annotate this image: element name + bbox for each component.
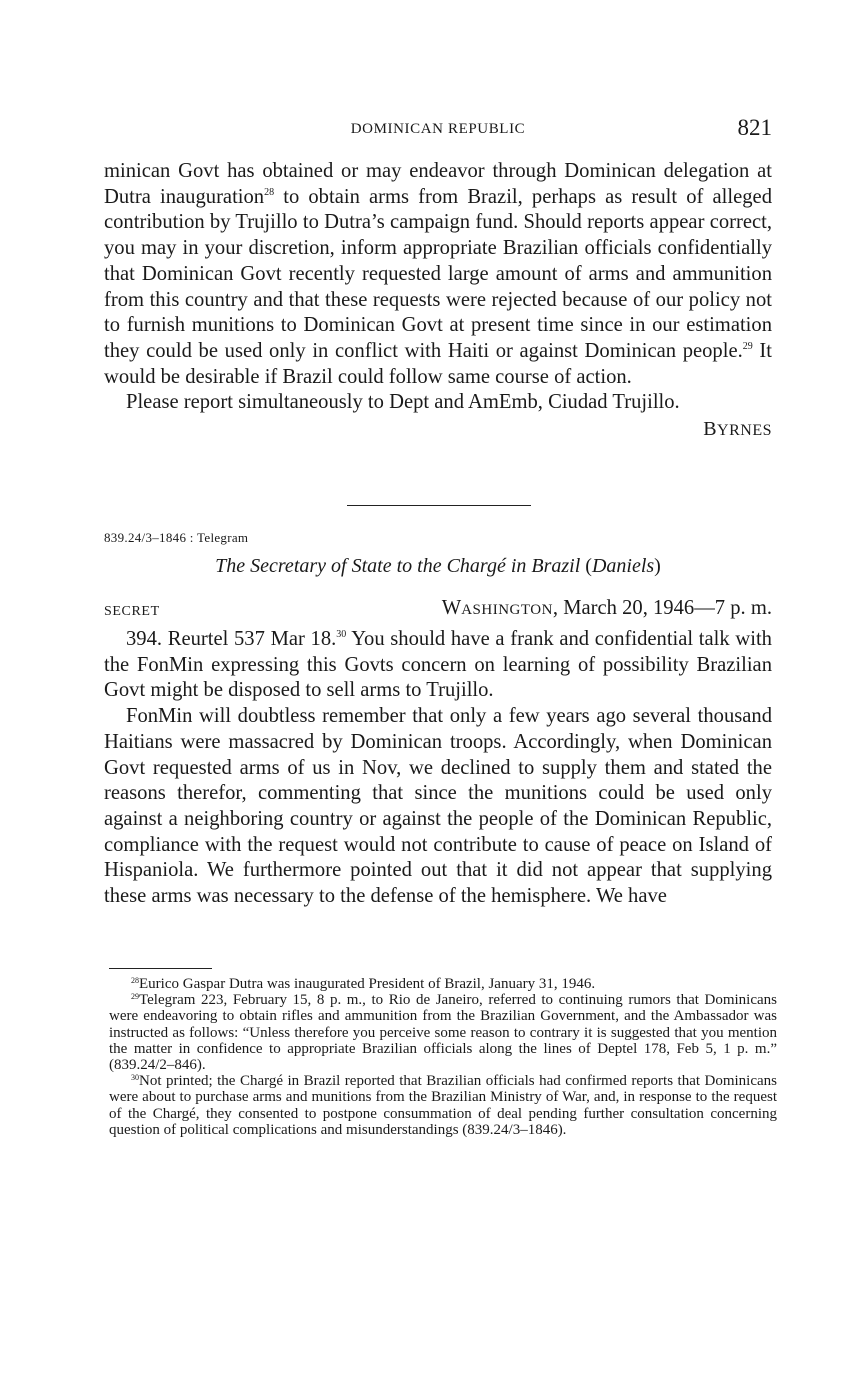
telegram-paragraph-2: FonMin will doubtless remember that only a few years ago several thousand Haitians were massacred by Dominican troops. Accordingly, when Dominican Govt requested arms of us in Nov, we declined to supply them and stated the reasons therefor, commenting that since the munitions could be used only against a neighboring country or against the people of the Dominican Republic, compliance with the request would not contribute to cause of peace on Island of Hispaniola. We furthermore pointed out that it did not appear that supplying these arms was necessary to the defense of the hemisphere. We have: [104, 705, 772, 908]
footnote-ref-28: 28: [264, 186, 275, 198]
footnote-number: 29: [131, 992, 139, 1002]
page-number: 821: [737, 115, 772, 140]
footnote-text: Eurico Gaspar Dutra was inaugurated President of Brazil, January 31, 1946.: [139, 976, 596, 992]
classification-label: SECRET: [104, 604, 160, 619]
continuation-paragraph: [104, 159, 772, 390]
telegram-paragraph-1: [104, 627, 772, 704]
text-run: to obtain arms from Brazil, perhaps as result of alleged contribution by Trujillo to Dutra’s campaign fund. Should reports appear correct, you may in your discretion, inform appropriate Brazilian officials confidentially that Dominican Govt recently requested large amount of arms and ammunition from this country and that these requests were rejected because of our policy not to furnish munitions to Dominican Govt at present time since in our estimation they could be used only in conflict with Haiti or against Dominican people.: [104, 185, 772, 362]
signature-initial: B: [703, 418, 718, 441]
footnote-28: [109, 976, 777, 992]
text-run: 394. Reurtel 537 Mar 18.: [126, 628, 337, 650]
footnote-29: [109, 992, 777, 1073]
footnote-number: 28: [131, 976, 139, 985]
report-instruction-paragraph: Please report simultaneously to Dept and AmEmb, Ciudad Trujillo.: [126, 391, 680, 414]
place-rest: ASHINGTON: [461, 602, 553, 618]
footnote-divider: [109, 968, 212, 969]
footnote-ref-29: 29: [742, 340, 753, 352]
signature-rest: YRNES: [717, 422, 772, 440]
date: , March 20, 1946—7 p. m.: [552, 597, 772, 619]
section-divider: [347, 505, 531, 506]
footnotes: [109, 976, 777, 1138]
title-paren-close: ): [654, 555, 661, 577]
document-title: [104, 555, 772, 578]
place-initial: W: [441, 597, 462, 619]
dateline: [104, 597, 772, 623]
signature: [104, 416, 772, 444]
file-reference: 839.24/3–1846 : Telegram: [104, 530, 249, 545]
footnote-ref-30: 30: [336, 629, 347, 640]
title-text: The Secretary of State to the Chargé in Brazil: [215, 555, 581, 577]
running-head: [104, 115, 772, 145]
text-run: It would be desirable if Brazil could follow same course of action.: [104, 339, 772, 388]
text-run: minican Govt has obtained or may endeavor through Dominican delegation at Dutra inauguration: [104, 160, 772, 208]
footnote-text: Not printed; the Chargé in Brazil reported that Brazilian officials had confirmed reports that Dominicans were about to purchase arms and munitions from the Brazilian Ministry of War, and, in response to the request of the Chargé, they consented to postpone consummation of deal pending further consultation concerning question of political complications and misunderstandings (839.24/3–1846).: [109, 1073, 777, 1138]
footnote-number: 30: [131, 1073, 139, 1083]
footnote-text: Telegram 223, February 15, 8 p. m., to Rio de Janeiro, referred to continuing rumors that Dominicans were endeavoring to obtain rifles and ammunition from the Brazilian Government, and the Ambassador was instructed as follows: “Unless therefore you perceive some reason to contrary it is suggested that you mention the matter in confidence to appropriate Brazilian officials along the lines of Deptel 178, Feb 5, 1 p. m.” (839.24/2–846).: [109, 992, 777, 1074]
title-recipient: Daniels: [591, 555, 655, 577]
text-run: You should have a frank and confidential talk with the FonMin expressing this Govts concern on learning of possibility Brazilian Govt might be disposed to sell arms to Trujillo.: [104, 628, 772, 702]
telegram-body: [104, 627, 772, 910]
footnote-30: [109, 1073, 777, 1138]
running-title: DOMINICAN REPUBLIC: [350, 121, 526, 137]
previous-telegram-continuation: [104, 159, 772, 444]
title-paren-open: (: [580, 555, 592, 577]
place-and-date: [442, 597, 772, 620]
